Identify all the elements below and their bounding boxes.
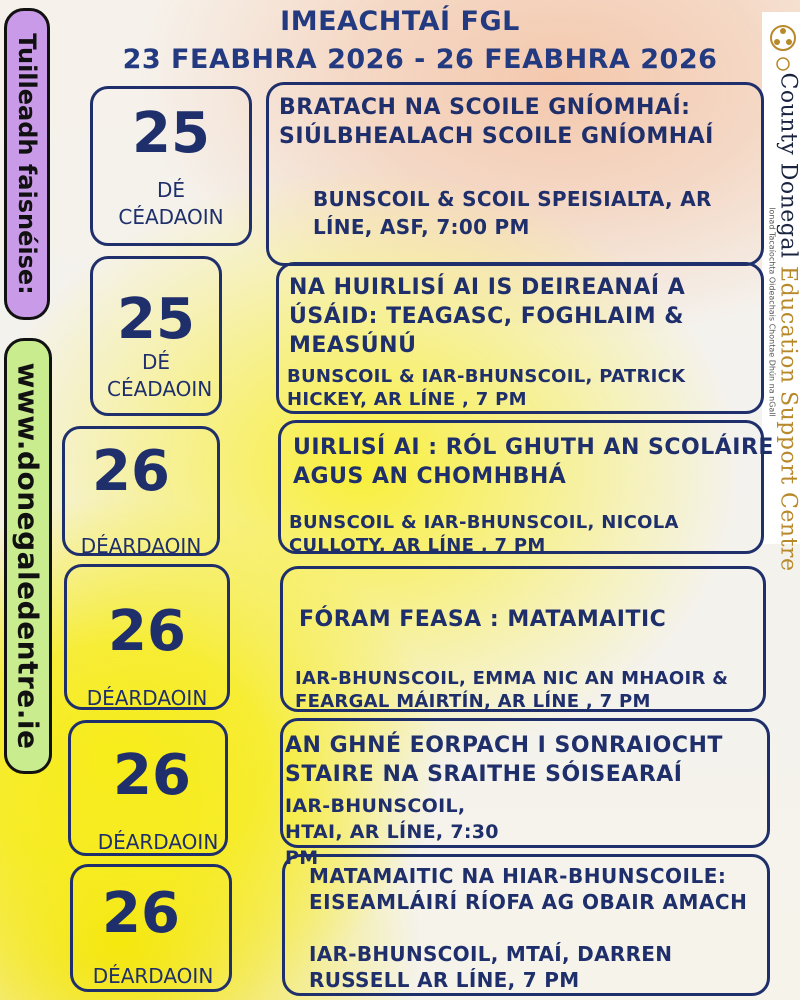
- event-title: BRATACH NA SCOILE GNÍOMHAÍ: SIÚLBHEALACH SCOILE GNÍOMHAÍ: [279, 95, 714, 149]
- day-name: DÉ CÉADAOIN: [107, 350, 213, 401]
- day-number: 26: [108, 599, 186, 664]
- day-number: 26: [113, 743, 191, 808]
- event-title: UIRLISÍ AI : RÓL GHUTH AN SCOLÁIRE AGUS AN CHOMHBHÁ: [293, 435, 774, 489]
- day-name: DÉARDAOIN: [80, 534, 202, 558]
- logo-subtext: lonad Tacaíochta Oideachais Chontae Dhún na nGall: [767, 207, 777, 417]
- date-box-2: [90, 256, 222, 416]
- day-name: DÉ CÉADAOIN: [118, 178, 224, 229]
- day-number: 25: [132, 101, 210, 166]
- day-number: 26: [92, 439, 170, 504]
- event-details: BUNSCOIL & IAR-BHUNSCOIL, NICOLA CULLOTY, AR LÍNE , 7 PM: [289, 512, 679, 556]
- event-title: NA HUIRLISÍ AI IS DEIREANAÍ A ÚSÁID: TEAGASC, FOGHLAIM & MEASÚNÚ: [289, 275, 686, 358]
- event-details: BUNSCOIL & IAR-BHUNSCOIL, PATRICK HICKEY, AR LÍNE , 7 PM: [287, 366, 686, 410]
- website-label[interactable]: [4, 338, 52, 774]
- event-box-3: [278, 420, 774, 556]
- event-title: FÓRAM FEASA : MATAMAITIC: [299, 607, 667, 632]
- event-box-6: [282, 854, 770, 996]
- website-link[interactable]: www.donegaledentre.ie: [11, 362, 45, 750]
- event-details: BUNSCOIL & SCOIL SPEISIALTA, AR LÍNE, ASF, 7:00 PM: [313, 187, 712, 239]
- page-title: IMEACHTAÍ FGL: [280, 6, 520, 37]
- more-info-label: [4, 8, 50, 320]
- date-box-4: [64, 564, 230, 710]
- day-number: 26: [102, 881, 180, 946]
- event-details: IAR-BHUNSCOIL, HTAI, AR LÍNE, 7:30 PM: [285, 795, 499, 869]
- event-box-1: [266, 82, 764, 266]
- event-details: IAR-BHUNSCOIL, MTAÍ, DARREN RUSSELL AR LÍNE, 7 PM: [309, 942, 673, 992]
- date-box-1: [90, 86, 252, 246]
- event-details: IAR-BHUNSCOIL, EMMA NIC AN MHAOIR & FEARGAL MÁIRTÍN, AR LÍNE , 7 PM: [295, 668, 729, 712]
- more-info-text: Tuilleadh faisnéise:: [13, 33, 41, 295]
- event-title: AN GHNÉ EORPACH I SONRAIOCHT STAIRE NA SRAITHE SÓISEARAÍ: [285, 733, 723, 787]
- date-box-5: [68, 720, 228, 856]
- day-number: 25: [117, 287, 195, 352]
- event-box-4: [280, 566, 766, 712]
- event-box-2: [276, 262, 764, 414]
- event-title: MATAMAITIC NA HIAR-BHUNSCOILE: EISEAMLÁIRÍ RÍOFA AG OBAIR AMACH: [309, 864, 748, 914]
- day-name: DÉARDAOIN: [86, 686, 208, 710]
- date-box-3: [62, 426, 220, 556]
- event-box-5: [280, 718, 770, 869]
- logo-line2: Education Support Centre: [775, 266, 800, 572]
- date-box-6: [70, 864, 232, 992]
- logo-text: [776, 73, 800, 572]
- day-name: DÉARDAOIN: [92, 964, 214, 988]
- logo-line1: County Donegal: [775, 72, 800, 267]
- date-range: 23 FEABHRA 2026 - 26 FEABHRA 2026: [122, 44, 718, 75]
- day-name: DÉARDAOIN: [97, 830, 219, 854]
